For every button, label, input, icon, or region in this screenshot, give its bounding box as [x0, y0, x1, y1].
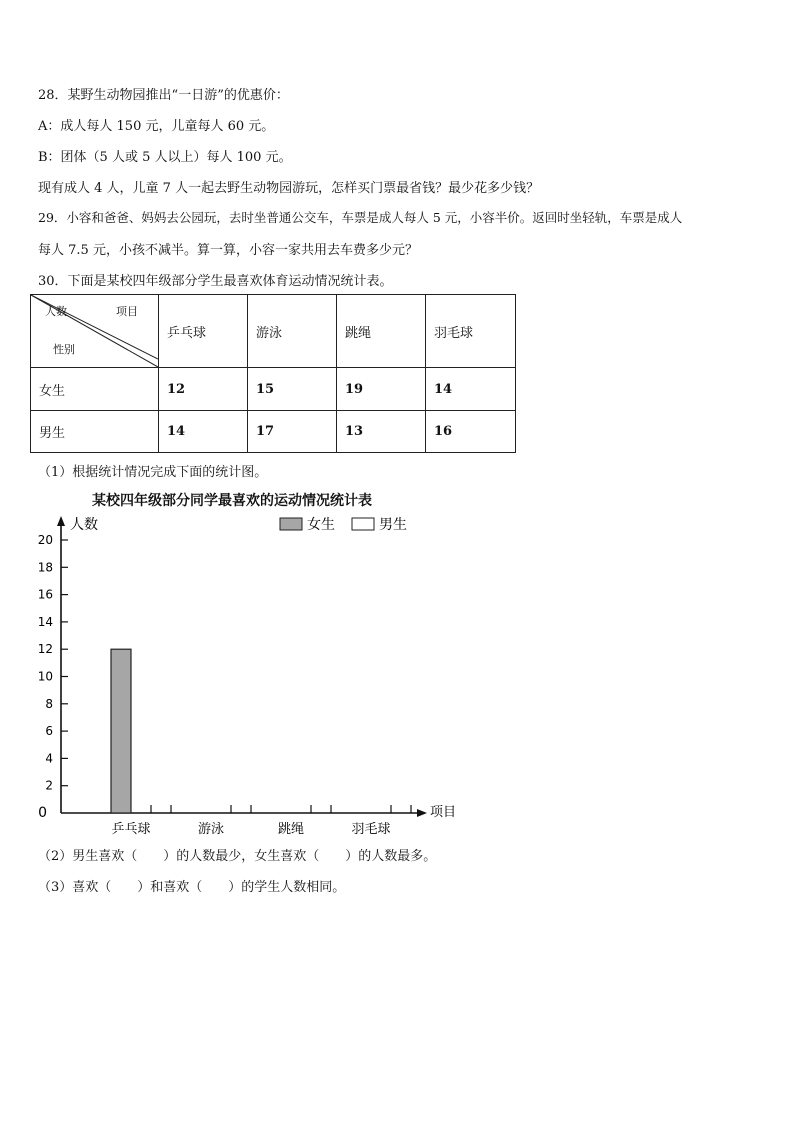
q28-option-a: A：成人每人 150 元，儿童每人 60 元。	[38, 119, 275, 134]
q28-stem: 28．某野生动物园推出“一日游”的优惠价：	[38, 88, 289, 103]
table-cell: 13	[337, 411, 426, 453]
table-header-cell: 跳绳	[337, 295, 426, 368]
corner-label-gender: 性别	[53, 343, 75, 356]
y-tick-label: 6	[45, 724, 53, 739]
x-tick-label: 羽毛球	[351, 822, 391, 837]
q28-question: 现有成人 4 人，儿童 7 人一起去野生动物园游玩，怎样买门票最省钱？最少花多少钱？	[38, 181, 540, 196]
x-tick-label: 乒乓球	[111, 822, 151, 837]
x-axis-arrow	[417, 809, 427, 817]
chart-canvas	[30, 486, 490, 846]
q30-stem: 30．下面是某校四年级部分学生最喜欢体育运动情况统计表。	[38, 274, 393, 289]
q30-part1: （1）根据统计情况完成下面的统计图。	[38, 465, 268, 480]
x-tick-label: 跳绳	[277, 822, 305, 837]
y-tick-label: 2	[45, 778, 53, 793]
legend-label: 女生	[307, 517, 335, 533]
table-cell: 16	[426, 411, 516, 453]
bar-chart	[30, 486, 490, 846]
table-corner-cell	[31, 295, 159, 368]
y-axis-arrow	[57, 516, 65, 526]
y-tick-label: 4	[45, 751, 53, 766]
table-header-cell: 乒乓球	[159, 295, 248, 368]
table-cell: 14	[426, 368, 516, 411]
x-axis-label: 项目	[430, 805, 457, 820]
y-axis-label: 人数	[70, 517, 98, 533]
q29-line2: 每人 7.5 元，小孩不减半。算一算，小容一家共用去车费多少元？	[38, 243, 418, 258]
table-header-cell: 游泳	[248, 295, 337, 368]
table-cell: 15	[248, 368, 337, 411]
table-cell: 12	[159, 368, 248, 411]
y-tick-label: 20	[37, 533, 53, 547]
legend-swatch	[352, 518, 374, 530]
q30-part3: （3）喜欢（ ）和喜欢（ ）的学生人数相同。	[38, 880, 346, 895]
table-row-female	[31, 368, 516, 411]
corner-label-count: 人数	[45, 305, 67, 318]
table-row-label: 女生	[31, 368, 159, 411]
y-tick-label: 8	[45, 696, 53, 711]
q28-option-b: B：团体（5 人或 5 人以上）每人 100 元。	[38, 150, 292, 165]
table-cell: 14	[159, 411, 248, 453]
corner-label-item: 项目	[116, 305, 138, 318]
y-tick-label: 16	[37, 587, 53, 602]
y-tick-label: 10	[37, 669, 53, 684]
q29-line1: 29．小容和爸爸、妈妈去公园玩，去时坐普通公交车，车票是成人每人 5 元，小容半价。返回时坐轻轨，车票是成人	[38, 210, 683, 225]
table-row-label: 男生	[31, 411, 159, 453]
y-tick-label: 18	[37, 560, 53, 575]
table-row-male	[31, 411, 516, 453]
chart-title: 某校四年级部分同学最喜欢的运动情况统计表	[92, 493, 372, 509]
x-tick-label: 游泳	[197, 822, 225, 837]
table-header-cell: 羽毛球	[426, 295, 516, 368]
legend-label: 男生	[379, 517, 407, 533]
bar-女生	[111, 649, 131, 813]
y-tick-label: 12	[37, 642, 53, 657]
y-tick-label: 0	[38, 805, 47, 821]
y-tick-label: 14	[37, 614, 53, 629]
stats-table	[30, 294, 516, 453]
table-cell: 19	[337, 368, 426, 411]
table-cell: 17	[248, 411, 337, 453]
q30-part2: （2）男生喜欢（ ）的人数最少，女生喜欢（ ）的人数最多。	[38, 849, 437, 864]
legend-swatch	[280, 518, 302, 530]
